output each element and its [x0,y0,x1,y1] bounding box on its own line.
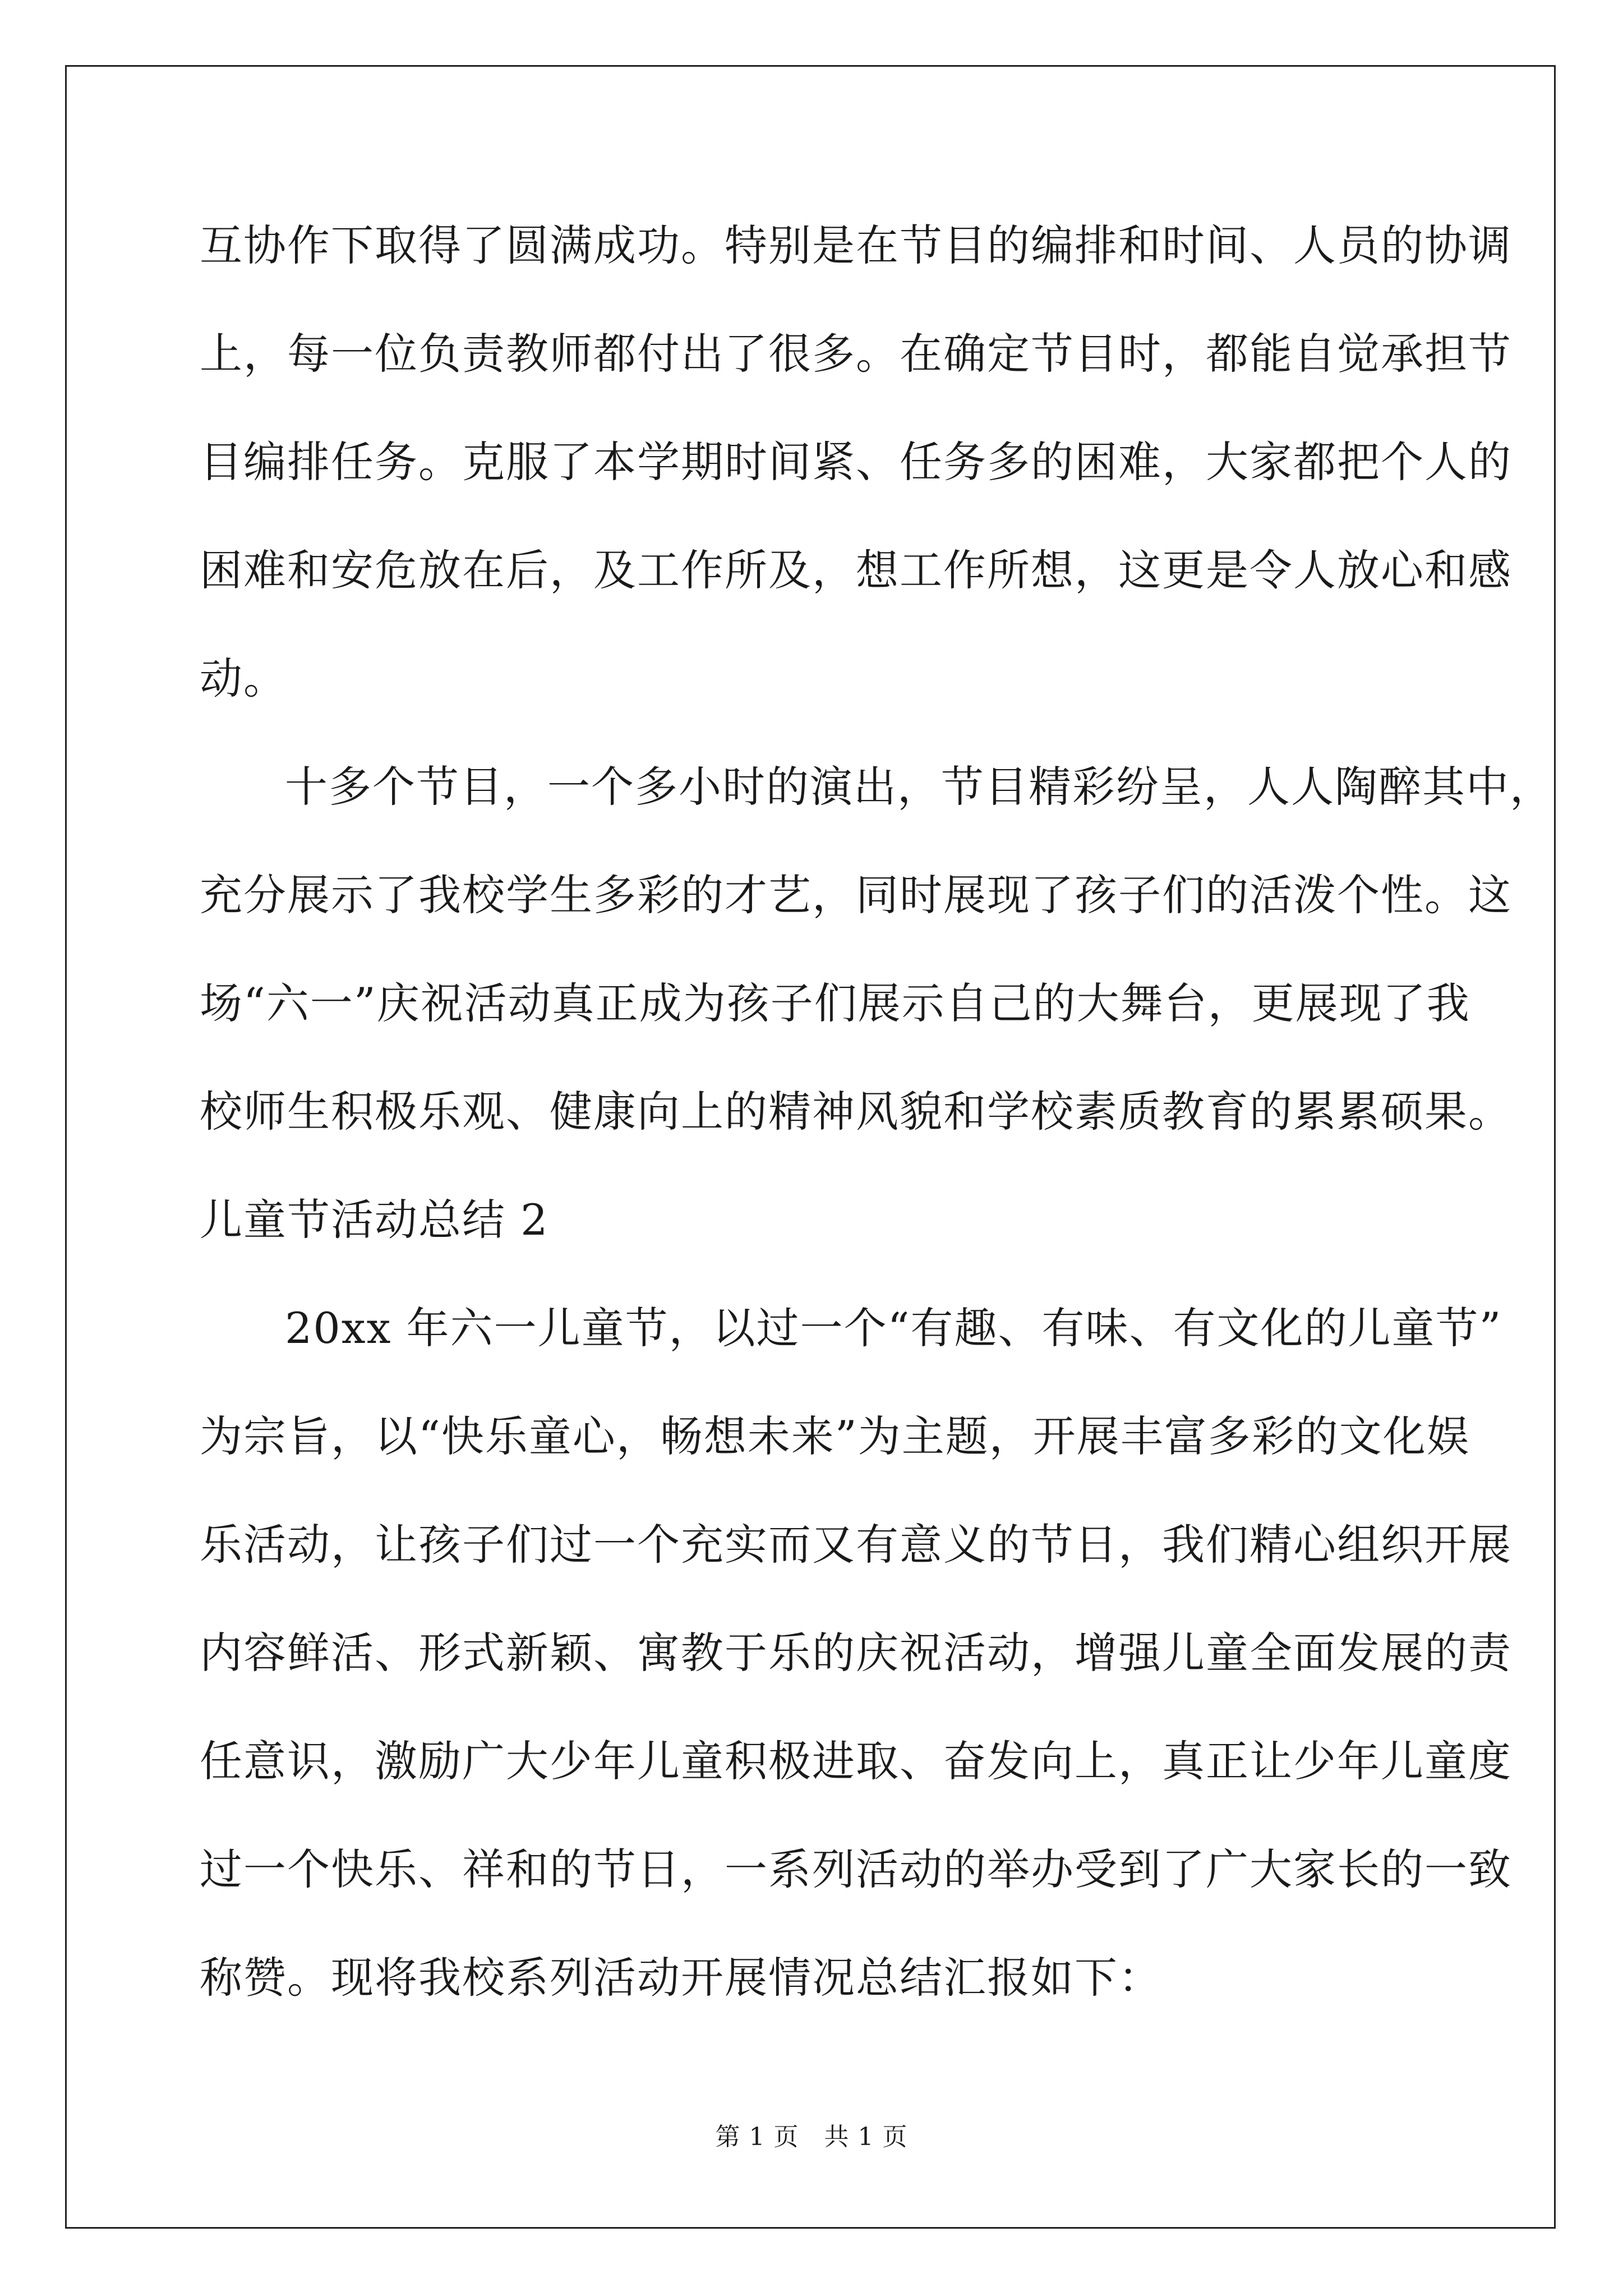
text-line: 动。 [200,654,287,703]
paragraph-first-line: 十多个节目，一个多小时的演出，节目精彩纷呈，人人陶醉其中， [285,762,1553,812]
text-line: 互协作下取得了圆满成功。特别是在节目的编排和时间、人员的协调 [200,220,1512,270]
text-line: 充分展示了我校学生多彩的才艺，同时展现了孩子们的活泼个性。这 [200,870,1512,920]
text-line: 内容鲜活、形式新颖、寓教于乐的庆祝活动，增强儿童全面发展的责 [200,1628,1512,1678]
document-body [200,212,1553,2053]
text-line: 乐活动，让孩子们过一个充实而又有意义的节日，我们精心组织开展 [200,1520,1512,1570]
text-line: 校师生积极乐观、健康向上的精神风貌和学校素质教育的累累硕果。 [200,1087,1512,1137]
text-line: 目编排任务。克服了本学期时间紧、任务多的困难，大家都把个人的 [200,437,1512,487]
text-line: 为宗旨，以“快乐童心，畅想未来”为主题，开展丰富多彩的文化娱 [200,1411,1470,1461]
section-heading: 儿童节活动总结 2 [200,1195,549,1245]
text-line: 任意识，激励广大少年儿童积极进取、奋发向上，真正让少年儿童度 [200,1736,1512,1786]
paragraph-first-line: 20xx 年六一儿童节，以过一个“有趣、有味、有文化的儿童节” [285,1303,1502,1353]
text-line: 场“六一”庆祝活动真正成为孩子们展示自己的大舞台，更展现了我 [200,978,1470,1028]
page-number-footer: 第 1 页 共 1 页 [715,2123,908,2151]
text-line: 困难和安危放在后，及工作所及，想工作所想，这更是令人放心和感 [200,545,1512,595]
text-line: 上，每一位负责教师都付出了很多。在确定节目时，都能自觉承担节 [200,329,1512,379]
text-line: 称赞。现将我校系列活动开展情况总结汇报如下： [200,1953,1162,2003]
text-line: 过一个快乐、祥和的节日，一系列活动的举办受到了广大家长的一致 [200,1844,1512,1894]
